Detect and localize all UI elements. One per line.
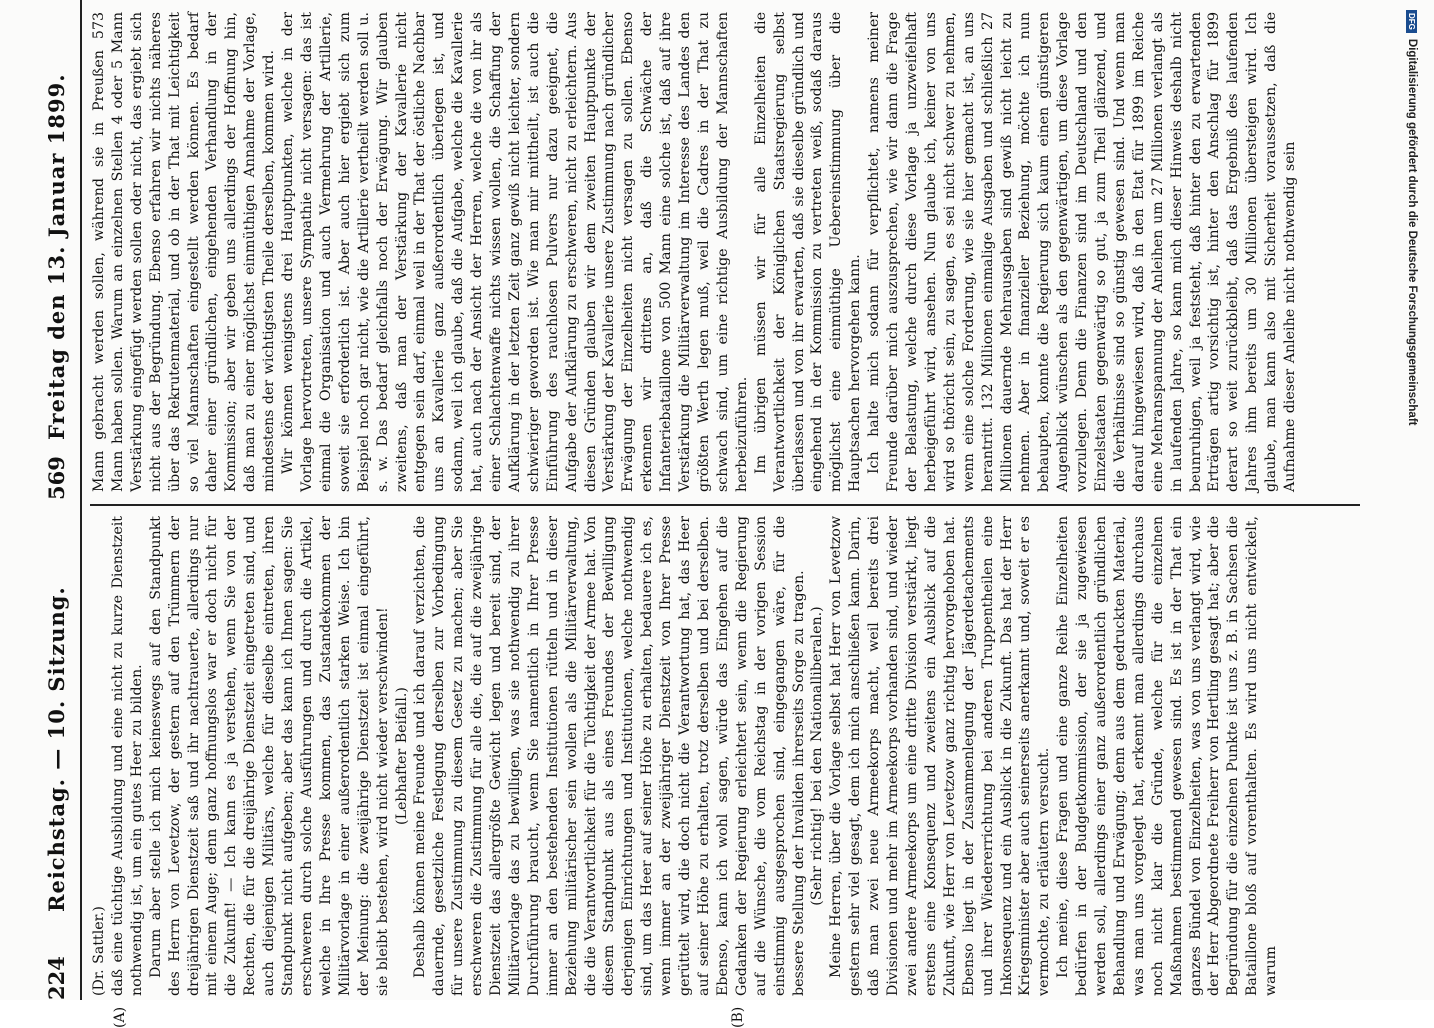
- left-column: [90, 516, 1281, 996]
- paragraph: Ich halte mich sodann für verpflichtet, namens meiner Freunde darüber mich auszusprechen, wie wir dann die Frage der Belastung, welche durch diese Vorlage ja unzweifelhaft herbeigeführt wird, ansehen. Nun glaube ich, keiner von uns wird so thöricht sein, zu sagen, es sei nicht schwer zu nehmen, wenn eine solche Forderung, wie sie hier gemacht ist, an uns herantritt. 132 Millionen einmalige Ausgaben und schließlich 27 Millionen dauernde Mehrausgaben sind gewiß nicht leicht zu nehmen. Aber in finanzieller Beziehung, möchte ich nun behaupten, konnte die Regierung sich kaum einen günstigeren Augenblick wünschen als den gegenwärtigen, um diese Vorlage vorzulegen. Denn die Finanzen sind im Deutschland und den Einzelstaaten gegenwärtig so gut, ja zum Theil glänzend, und die Verhältnisse sind so günstig gewesen sind. Und wenn man darauf hingewiesen wird, daß in den Etat für 1899 im Reiche eine Mehranspannung der Anleihen um 27 Millionen verlangt als in laufenden Jahre, so kann mich dieser Hinweis deshalb nicht beunruhigen, weil ja feststeht, daß hinter den zu erwartenden Erträgen artig vorsichtig ist, hinter den Anschlag für 1899 derart so weit zurückbleibt, daß das Ergebniß des laufenden Jahres ihm bereits um 30 Millionen übersteigen wird. Ich glaube, man kann also mit Sicherheit voraussetzen, daß die Aufnahme dieser Anleihe nicht nothwendig sein: [866, 12, 1299, 492]
- page-number-right: 569: [44, 456, 69, 500]
- page-number-left: 224: [44, 956, 69, 1000]
- paragraph: daß eine tüchtige Ausbildung und eine nicht zu kurze Dienstzeit nothwendig ist, um ein gutes Heer zu bilden.: [109, 516, 145, 996]
- dfg-logo: DFG: [1406, 10, 1417, 33]
- paragraph: Wir können wenigstens drei Hauptpunkten, welche in der Vorlage hervortreten, unsere Sympathie nicht versagen: das ist einmal die Organisation und auch Vermehrung der Artillerie, soweit sie erforderlich ist. Aber auch hier ergiebt sich zum Beispiel noch gar nicht, wie die Artillerie vertheilt werden soll u. s. w. Das bedarf gleichfalls noch der Erwägung. Wir glauben zweitens, daß man der Verstärkung der Kavallerie nicht entgegen sein darf, einmal weil in der That der östliche Nachbar uns an Kavallerie ganz außerordentlich überlegen ist, und sodann, weil ich glaube, daß die Aufgabe, welche die Kavallerie hat, auch nach der Ansicht der Herren, welche die von ihr als einer Schlachtenwaffe nichts wissen wollen, die Schaffung der Aufklärung in der letzten Zeit ganz gewiß nicht leichter, sondern schwieriger geworden ist. Wie man mir mittheilt, ist auch die Einführung des rauchlosen Pulvers nur dazu geeignet, die Aufgabe der Aufklärung zu erschweren, nicht zu erleichtern. Aus diesen Gründen glauben wir dem zweiten Hauptpunkte der Verstärkung der Kavallerie unsere Zustimmung nach gründlicher Erwägung der Einzelheiten nicht versagen zu sollen. Ebenso erkennen wir drittens an, daß die Schwäche der Infanteriebataillone von 500 Mann eine solche ist, daß auf ihre Verstärkung die Militärverwaltung im Interesse des Landes den größten Werth legen muß, weil die Cadres in der That zu schwach sind, um eine richtige Ausbildung der Mannschaften herbeizuführen.: [280, 12, 750, 492]
- paragraph: Darum aber stelle ich mich keineswegs auf den Standpunkt des Herrn von Levetzow, der gestern auf den Trümmern der dreijährigen Dienstzeit saß und ihr nachtrauerte, allerdings nur mit einem Auge; denn ganz hoffnungslos war er doch nicht für die Zukunft! — Ich kann es ja verstehen, wenn Sie von der Rechten, die für die dreijährige Dienstzeit eingetreten sind, und auch diejenigen Militärs, welche für dieselbe eintreten, ihren Standpunkt nicht aufgeben; aber das kann ich Ihnen sagen: Sie erschweren durch solche Ausführungen und durch die Artikel, welche in Ihre Presse kommen, das Zustandekommen der Militärvorlage in einer außerordentlich starken Weise. Ich bin der Meinung: die zweijährige Dienstzeit ist einmal eingeführt, sie bleibt bestehen, wird nicht wieder verschwinden!: [147, 516, 391, 996]
- right-column: [90, 12, 1300, 492]
- column-divider: [90, 505, 1360, 507]
- paragraph: Deshalb können meine Freunde und ich darauf verzichten, die dauernde, gesetzliche Festlegung derselben zur Vorbedingung für unsere Zustimmung zu diesem Gesetz zu machen; aber Sie erschweren die Zustimmung für alle die, die auf die zweijährige Dienstzeit das allergrößte Gewicht legen und bereit sind, der Militärvorlage das zu bewilligen, was sie nothwendig zu ihrer Durchführung braucht, wenn Sie namentlich in Ihrer Presse immer an den bestehenden Institutionen rütteln und in dieser Beziehung militärischer sein wollen als die Militärverwaltung, die die Verantwortlichkeit für die Tüchtigkeit der Armee hat. Von diesem Standpunkt aus als eines Freundes der Bewilligung derjenigen Einrichtungen und Institutionen, welche nothwendig sind, um das Heer auf seiner Höhe zu erhalten, bedauere ich es, wenn immer an der zweijähriger Dienstzeit von Ihrer Presse gerüttelt wird, die doch nicht die Verantwortung hat, das Heer auf seiner Höhe zu erhalten, trotz derselben und bei derselben. Ebenso, kann ich wohl sagen, würde das Eingehen auf die Gedanken der Regierung erleichtert sein, wenn die Regierung auf die Wünsche, die vom Reichstag in der vorigen Session einstimmig ausgesprochen sind, eingegangen wäre, für die bessere Stellung der Invaliden ihrerseits Sorge zu tragen.: [412, 516, 807, 996]
- applause-note: (Sehr richtig! bei den Nationalliberalen.): [809, 606, 826, 906]
- margin-marker-b: (B): [730, 1006, 746, 1028]
- speaker-name: (Dr. Sattler.): [91, 906, 107, 996]
- page-header: [44, 0, 84, 1000]
- digitization-credit: [1402, 10, 1418, 990]
- paragraph: Meine Herren, über die Vorlage selbst hat Herr von Levetzow gestern sehr viel gesagt, dem ich mich anschließen kann. Darin, daß man zwei neue Armeekorps macht, weil bereits drei Divisionen und mehr im Armeekorps vorhanden sind, und wieder zwei andere Armeekorps um eine dritte Division verstärkt, liegt erstens eine Konsequenz und zweitens ein Ausblick auf die Zukunft, wie Herr von Levetzow ganz richtig hervorgehoben hat. Ebenso liegt in der Zusammenlegung der Jägerdetachements und ihrer Wiedererrichtung bei anderen Truppentheilen eine Inkonsequenz und ein Ausblick in die Zukunft. Das hat der Herr Kriegsminister aber auch seinerseits anerkannt und, soweit er es vermochte, zu erläutern versucht.: [828, 516, 1053, 996]
- margin-marker-a: (A): [112, 1006, 128, 1028]
- running-title: Reichstag. — 10. Sitzung.: [44, 586, 69, 912]
- credit-text: Digitalisierung gefördert durch die Deutsche Forschungsgemeinschaft: [1406, 38, 1418, 426]
- header-rule: [80, 0, 82, 1000]
- paragraph: Mann gebracht werden sollen, während sie in Preußen 573 Mann haben sollen. Warum an einzelnen Stellen 4 oder 5 Mann Verstärkung eingefügt werden sollen oder nicht, das ergiebt sich nicht aus der Begründung. Ebenso erfahren wir nichts näheres über das Rekrutenmaterial, und ob in der That mit Leichtigkeit so viel Mannschaften eingestellt werden können. Es bedarf daher einer gründlichen, eingehenden Verhandlung in der Kommission; aber wir geben uns allerdings der Hoffnung hin, daß man zu einer möglichst einmüthigen Annahme der Vorlage, mindestens der wichtigsten Theile derselben, kommen wird.: [91, 12, 278, 492]
- paragraph: Ich meine, diese Fragen und eine ganze Reihe Einzelheiten bedürfen in der Budgetkommission, der sie ja zugewiesen werden soll, allerdings einer ganz außerordentlich gründlichen Behandlung und Erwägung; denn aus dem gedruckten Material, was man uns vorgelegt hat, erkennt man allerdings durchaus noch nicht klar die Gründe, welche für die einzelnen Maßnahmen bestimmend gewesen sind. Es ist in der That ein ganzes Bündel von Einzelheiten, was von uns verlangt wird, wie der Herr Abgeordnete Freiherr von Hertling gesagt hat; aber die Begründung für die einzelnen Punkte ist uns z. B. in Sachsen die Bataillone bloß auf vorenthalten. Es wird uns nicht entwickelt, warum: [1055, 516, 1280, 996]
- applause-note: (Lebhafter Beifall.): [393, 687, 410, 825]
- header-date: Freitag den 13. Januar 1899.: [44, 73, 69, 440]
- paragraph: Im übrigen müssen wir für alle Einzelheiten die Verantwortlichkeit der Königlichen Staatsregierung selbst überlassen und von ihr erwarten, daß sie dieselbe gründlich und eingehend in der Kommission zu vertreten weiß, sodaß daraus möglichst eine einmüthige Uebereinstimmung über die Hauptsachen hervorgehen kann.: [752, 12, 864, 492]
